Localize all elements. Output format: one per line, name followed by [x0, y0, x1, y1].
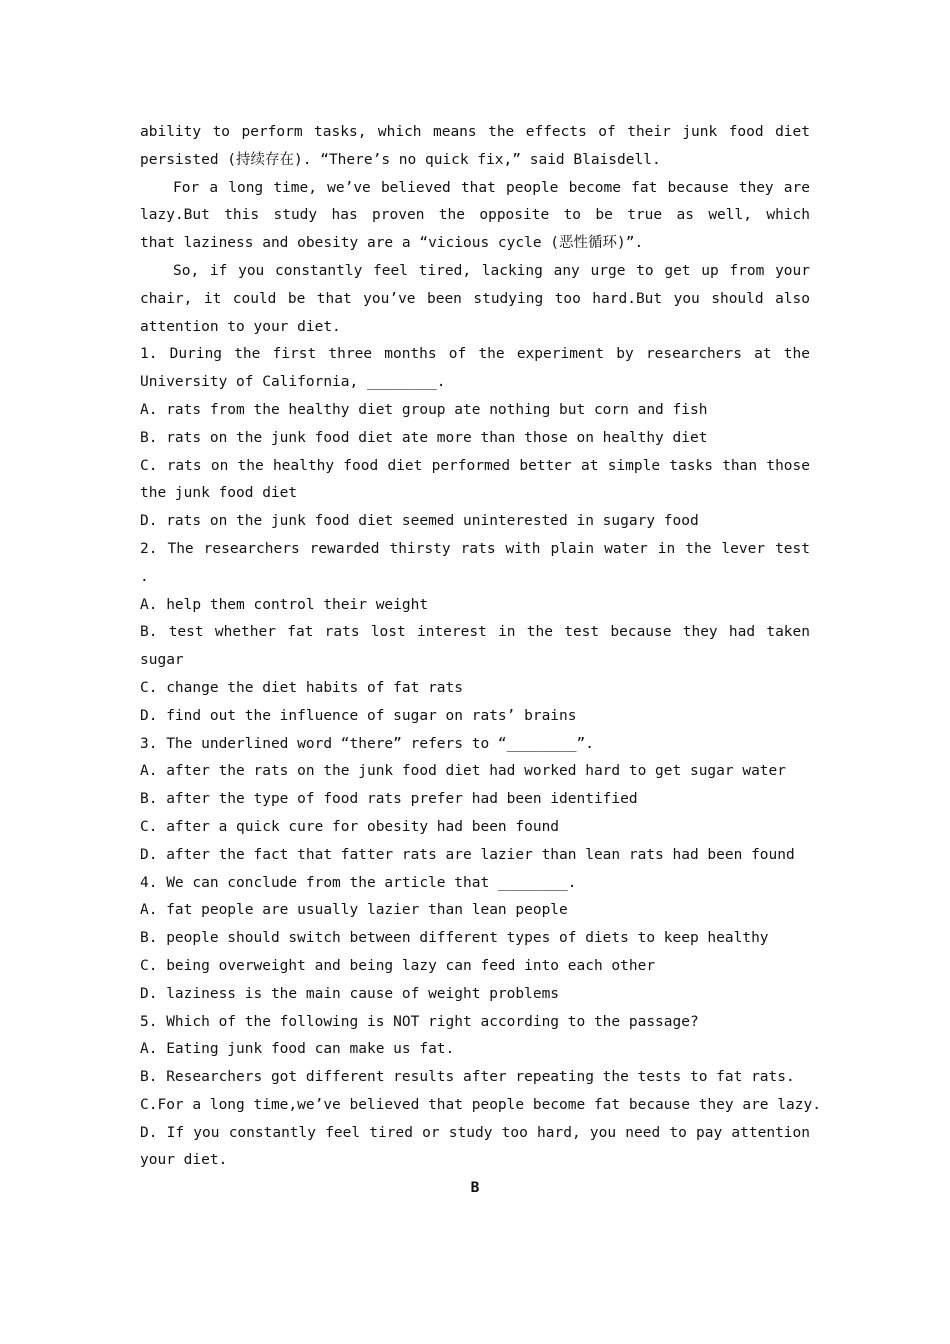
- question-3-option-b: B. after the type of food rats prefer had been identified: [140, 791, 638, 808]
- section-heading: B: [470, 1180, 480, 1197]
- question-2-stem-line-1: 2. The researchers rewarded thirsty rats with plain water in the lever test: [140, 540, 810, 557]
- question-1-option-b: B. rats on the junk food diet ate more than those on healthy diet: [140, 429, 708, 446]
- question-1-option-d: D. rats on the junk food diet seemed uninterested in sugary food: [140, 513, 699, 530]
- passage-p2-line-3: that laziness and obesity are a “vicious cycle (恶性循环)”.: [140, 235, 644, 252]
- passage-p1-line-1: ability to perform tasks, which means the effects of their junk food diet: [140, 124, 810, 140]
- question-4-option-d: D. laziness is the main cause of weight problems: [140, 985, 560, 1002]
- question-1-stem-line-2: University of California, ________.: [140, 374, 446, 391]
- question-1-option-c-line-1: C. rats on the healthy food diet performed better at simple tasks than those: [140, 457, 810, 474]
- question-4-stem: 4. We can conclude from the article that ________.: [140, 874, 577, 891]
- passage-p3-line-2: chair, it could be that you’ve been studying too hard.But you should also: [140, 290, 810, 307]
- question-5-option-c: C.For a long time,we’ve believed that people become fat because they are lazy.: [140, 1096, 821, 1113]
- passage-p2-line-2: lazy.But this study has proven the opposite to be true as well, which: [140, 207, 810, 224]
- question-1-option-c-line-2: the junk food diet: [140, 485, 298, 502]
- question-2-option-c: C. change the diet habits of fat rats: [140, 679, 464, 696]
- question-4-option-b: B. people should switch between different types of diets to keep healthy: [140, 930, 769, 947]
- question-4-option-c: C. being overweight and being lazy can feed into each other: [140, 957, 656, 974]
- question-1-option-a: A. rats from the healthy diet group ate nothing but corn and fish: [140, 401, 708, 418]
- question-5-option-a: A. Eating junk food can make us fat.: [140, 1041, 455, 1058]
- question-5-option-d-line-2: your diet.: [140, 1152, 228, 1169]
- question-2-option-a: A. help them control their weight: [140, 596, 429, 613]
- question-1-stem-line-1: 1. During the first three months of the experiment by researchers at the: [140, 346, 810, 363]
- question-2-option-d: D. find out the influence of sugar on rats’ brains: [140, 707, 577, 724]
- document-body: [140, 119, 821, 1203]
- question-5-option-d-line-1: D. If you constantly feel tired or study too hard, you need to pay attention: [140, 1124, 810, 1141]
- question-2-option-b-line-2: sugar: [140, 652, 184, 669]
- question-2-stem-line-2: .: [140, 568, 149, 585]
- passage-p3-line-3: attention to your diet.: [140, 318, 341, 335]
- question-3-option-d: D. after the fact that fatter rats are lazier than lean rats had been found: [140, 846, 795, 863]
- question-3-stem: 3. The underlined word “there” refers to “________”.: [140, 735, 594, 752]
- passage-p1-line-2: persisted (持续存在). “There’s no quick fix,” said Blaisdell.: [140, 151, 661, 168]
- question-3-option-a: A. after the rats on the junk food diet had worked hard to get sugar water: [140, 763, 787, 780]
- question-2-option-b-line-1: B. test whether fat rats lost interest in the test because they had taken: [140, 624, 810, 641]
- question-5-option-b: B. Researchers got different results after repeating the tests to fat rats.: [140, 1069, 795, 1086]
- passage-p3-line-1: So, if you constantly feel tired, lacking any urge to get up from your: [173, 262, 810, 279]
- question-3-option-c: C. after a quick cure for obesity had been found: [140, 818, 560, 835]
- passage-p2-line-1: For a long time, we’ve believed that people become fat because they are: [173, 179, 810, 196]
- question-4-option-a: A. fat people are usually lazier than lean people: [140, 902, 568, 919]
- question-5-stem: 5. Which of the following is NOT right according to the passage?: [140, 1013, 699, 1030]
